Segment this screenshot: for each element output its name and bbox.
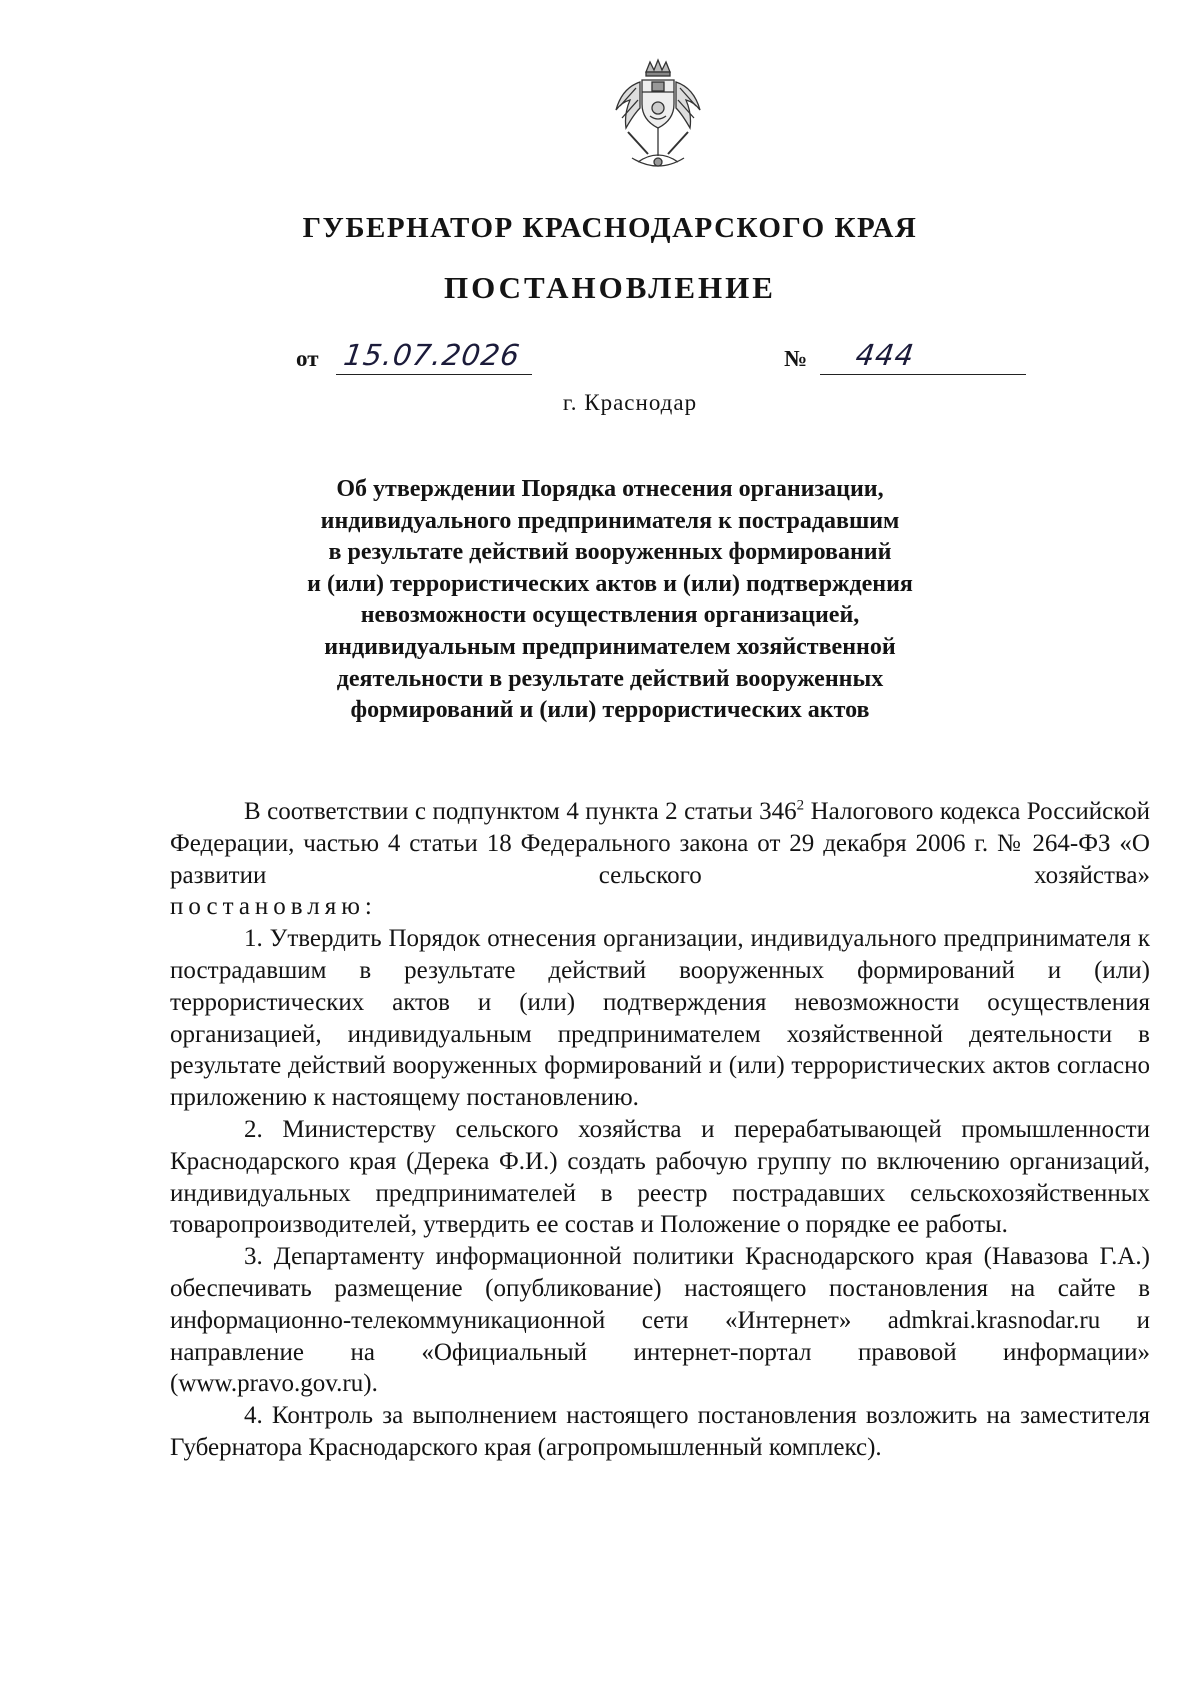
number-value: 444 bbox=[853, 338, 917, 372]
document-type: ПОСТАНОВЛЕНИЕ bbox=[444, 270, 776, 305]
preamble-text-cont: Налогового кодекса Российской Федерации, частью 4 статьи 18 Федерального закона от 29 декабря 2006 г. № 264-ФЗ «О развитии сельского хозяйства» bbox=[170, 798, 1150, 889]
date-underline bbox=[336, 374, 532, 375]
number-underline bbox=[820, 374, 1026, 375]
title-line: формирований и (или) террористических актов bbox=[350, 697, 870, 724]
item-4: 4. Контроль за выполнением настоящего постановления возложить на заместителя Губернатора Краснодарского края (агропромышленный комплекс). bbox=[170, 1402, 1150, 1461]
date-value: 15.07.2026 bbox=[341, 338, 523, 372]
document-title bbox=[260, 474, 960, 727]
title-line: деятельности в результате действий вооруженных bbox=[336, 665, 884, 692]
preamble-text: В соответствии с подпунктом 4 пункта 2 статьи 346 bbox=[244, 798, 797, 825]
item-2: 2. Министерству сельского хозяйства и перерабатывающей промышленности Краснодарского края (Дерека Ф.И.) создать рабочую группу по включению организаций, индивидуальных предпринимателей в реестр пострадавших сельскохозяйственных товаропроизводителей, утвердить ее состав и Положение о порядке ее работы. bbox=[170, 1115, 1150, 1239]
number-label: № bbox=[784, 346, 808, 371]
article-superscript: 2 bbox=[796, 797, 805, 814]
title-line: индивидуальным предпринимателем хозяйственной bbox=[324, 633, 896, 660]
item-1: 1. Утвердить Порядок отнесения организации, индивидуального предпринимателя к пострадавшим в результате действий вооруженных формирований и (или) террористических актов и (или) подтверждения невозможности осуществления организацией, индивидуальным предпринимателем хозяйственной деятельности в результате действий вооруженных формирований и (или) террористических актов согласно приложению к настоящему постановлению. bbox=[170, 925, 1150, 1112]
city: г. Краснодар bbox=[562, 390, 698, 415]
resolution-word: постановляю: bbox=[170, 893, 377, 921]
title-line: Об утверждении Порядка отнесения организации, bbox=[336, 476, 884, 502]
title-line: невозможности осуществления организацией, bbox=[360, 602, 860, 629]
title-line: в результате действий вооруженных формирований bbox=[328, 539, 892, 566]
coat-of-arms-icon bbox=[608, 58, 708, 176]
title-line: и (или) террористических актов и (или) подтверждения bbox=[307, 570, 913, 597]
date-number-row bbox=[296, 338, 1026, 378]
issuing-authority: ГУБЕРНАТОР КРАСНОДАРСКОГО КРАЯ bbox=[302, 212, 918, 244]
title-line: индивидуального предпринимателя к пострадавшим bbox=[320, 507, 900, 534]
item-3: 3. Департаменту информационной политики Краснодарского края (Навазова Г.А.) обеспечивать размещение (опубликование) настоящего постановления на сайте в информационно-телекоммуникационной сети «Интернет» admkrai.krasnodar.ru и направление на «Официальный интернет-портал правовой информации» (www.pravo.gov.ru). bbox=[170, 1243, 1150, 1398]
preamble bbox=[170, 796, 1150, 891]
document-body bbox=[170, 796, 1150, 1464]
date-label: от bbox=[296, 346, 319, 371]
